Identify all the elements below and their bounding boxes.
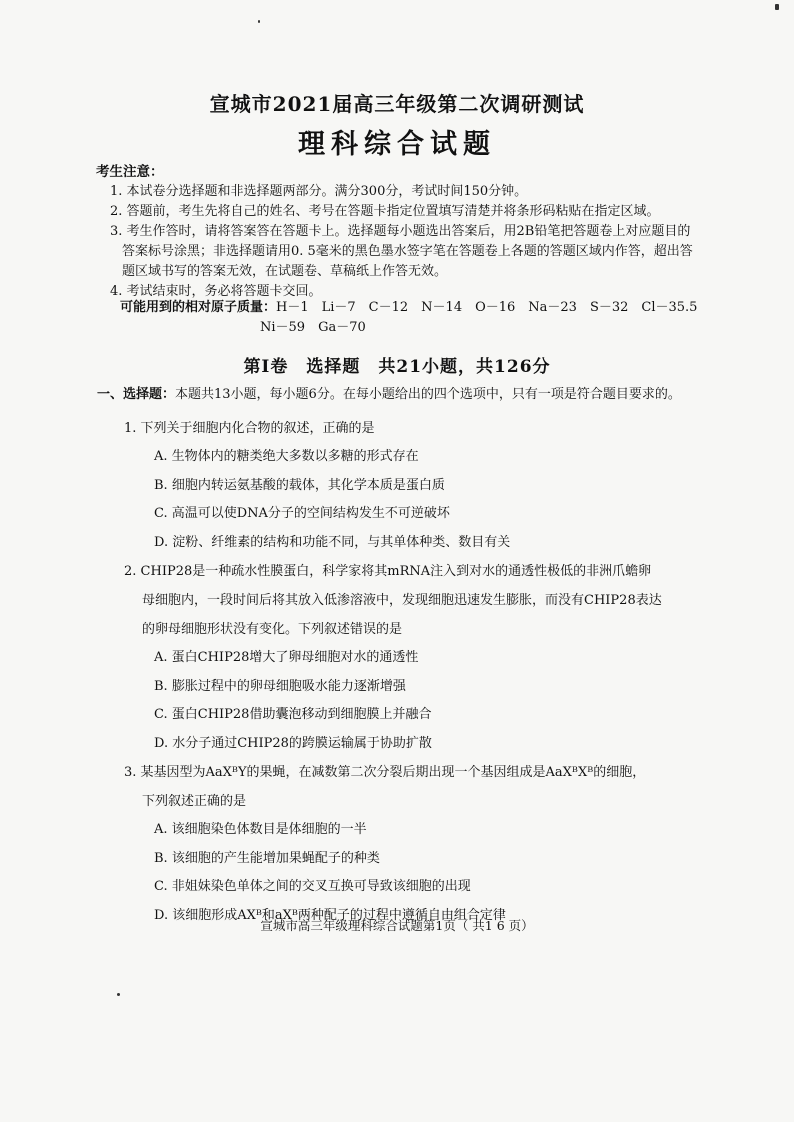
notice-item-1: 1. 本试卷分选择题和非选择题两部分。满分300分，考试时间150分钟。	[110, 184, 528, 199]
atomic-mass-values-2: Ni－59 Ga－70	[260, 320, 366, 335]
notice-label: 考生注意：	[96, 164, 164, 180]
question-stem	[124, 557, 699, 644]
atomic-mass-values-1: H－1 Li－7 C－12 N－14 O－16 Na－23 S－32 Cl－35.5	[276, 300, 698, 315]
question-stem-line: 下列叙述正确的是	[142, 794, 247, 809]
question-stem-line: 的卵母细胞形状没有变化。下列叙述错误的是	[142, 622, 403, 637]
option-a: A. 蛋白CHIP28增大了卵母细胞对水的通透性	[154, 650, 419, 665]
section-title: 第Ⅰ卷 选择题 共21小题，共126分	[243, 357, 551, 377]
question-2	[124, 557, 699, 758]
exam-title: 宣城市2021届高三年级第二次调研测试	[209, 92, 585, 116]
question-stem-line: 3. 某基因型为AaXᴮY的果蝇，在减数第二次分裂后期出现一个基因组成是AaXᴮXᴮ的细胞，	[124, 765, 646, 780]
scan-speck	[258, 20, 260, 23]
section-instructions	[97, 385, 707, 405]
question-list	[124, 414, 699, 930]
question-3	[124, 758, 699, 930]
notice-block	[96, 162, 696, 302]
option-b: B. 该细胞的产生能增加果蝇配子的种类	[154, 850, 380, 866]
option-c: C. 非姐妹染色单体之间的交叉互换可导致该细胞的出现	[154, 879, 471, 894]
question-stem-line: 2. CHIP28是一种疏水性膜蛋白，科学家将其mRNA注入到对水的通透性极低的非洲爪蟾卵	[124, 564, 652, 579]
page-footer: 宣城市高三年级理科综合试题第1页（ 共1 6 页）	[260, 918, 534, 933]
notice-item-3: 3. 考生作答时，请将答案答在答题卡上。选择题每小题选出答案后，用2B铅笔把答题卷上对应题目的答案标号涂黑；非选择题请用0. 5毫米的黑色墨水签字笔在答题卷上各题的答题区域内作答，超出答题区域书写的答案无效，在试题卷、草稿纸上作答无效。	[110, 224, 693, 279]
option-c: C. 蛋白CHIP28借助囊泡移动到细胞膜上并融合	[154, 707, 432, 722]
option-c: C. 高温可以使DNA分子的空间结构发生不可逆破坏	[154, 506, 450, 521]
option-a: A. 该细胞染色体数目是体细胞的一半	[154, 822, 367, 837]
question-stem	[124, 758, 699, 816]
option-d: D. 该细胞形成AXᴮ和aXᴮ两种配子的过程中遵循自由组合定律	[154, 907, 506, 923]
scan-speck	[775, 4, 779, 10]
question-1	[124, 414, 699, 557]
option-d: D. 水分子通过CHIP28的跨膜运输属于协助扩散	[154, 735, 432, 751]
notice-item-4: 4. 考试结束时，务必将答题卡交回。	[110, 284, 322, 299]
option-a: A. 生物体内的糖类绝大多数以多糖的形式存在	[154, 449, 419, 464]
atomic-mass-label: 可能用到的相对原子质量：	[120, 300, 277, 315]
notice-item-2: 2. 答题前，考生先将自己的姓名、考号在答题卡指定位置填写清楚并将条形码粘贴在指定区域。	[110, 204, 660, 219]
option-b: B. 膨胀过程中的卵母细胞吸水能力逐渐增强	[154, 678, 406, 694]
scan-speck	[117, 993, 120, 996]
atomic-mass-line-1	[120, 298, 700, 318]
instructions-label: 一、选择题：	[97, 387, 176, 402]
atomic-mass-block	[120, 298, 700, 338]
option-b: B. 细胞内转运氨基酸的载体，其化学本质是蛋白质	[154, 477, 445, 493]
instructions-text: 本题共13小题，每小题6分。在每小题给出的四个选项中，只有一项是符合题目要求的。	[175, 387, 681, 402]
exam-subtitle: 理科综合试题	[298, 129, 496, 160]
question-stem-line: 母细胞内，一段时间后将其放入低渗溶液中，发现细胞迅速发生膨胀，而没有CHIP28表达	[142, 593, 662, 608]
option-d: D. 淀粉、纤维素的结构和功能不同，与其单体种类、数目有关	[154, 534, 511, 550]
question-stem: 1. 下列关于细胞内化合物的叙述，正确的是	[124, 421, 375, 436]
